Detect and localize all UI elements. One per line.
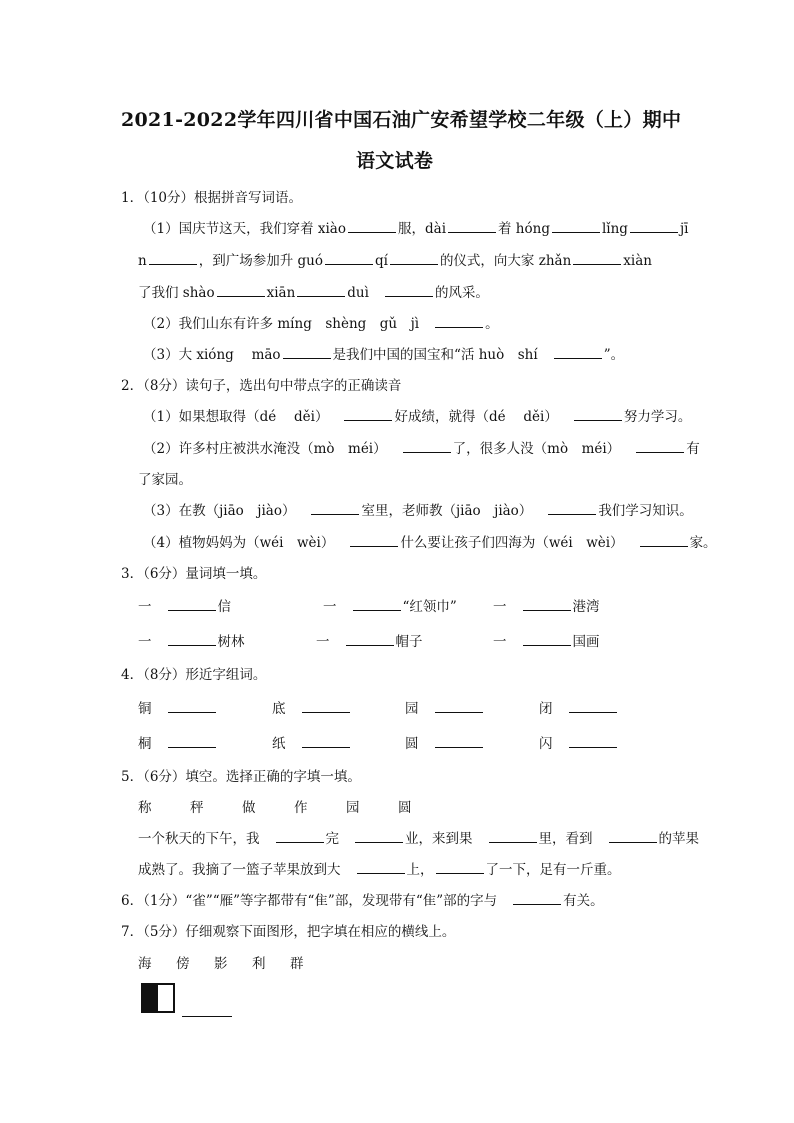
q1-text: 服，dài [398, 221, 447, 237]
q1-text: （1）国庆节这天，我们穿着 xiào [143, 221, 346, 237]
answer-blank[interactable] [573, 251, 621, 265]
q4-item: 圆 [405, 732, 485, 752]
answer-blank[interactable] [302, 699, 350, 713]
q4-item: 闭 [539, 697, 619, 717]
answer-blank[interactable] [436, 860, 484, 874]
answer-blank[interactable] [355, 829, 403, 843]
answer-blank[interactable] [348, 219, 396, 233]
q3-item: 一 树林 [138, 634, 245, 650]
answer-blank[interactable] [168, 632, 216, 646]
q1-line2 [138, 249, 652, 269]
page-title-line2: 语文试卷 [356, 150, 434, 172]
answer-blank[interactable] [554, 345, 602, 359]
answer-blank[interactable] [489, 829, 537, 843]
answer-blank[interactable] [350, 533, 398, 547]
q1-line1 [143, 217, 688, 237]
q4-item: 纸 [272, 732, 352, 752]
q1-text: 是我们中国的国宝和“活 huò shí [332, 347, 538, 363]
q1-text: xiān [266, 285, 296, 301]
answer-blank[interactable] [390, 251, 438, 265]
answer-blank[interactable] [182, 1003, 232, 1017]
q3-item: 一 “红领巾” [323, 599, 457, 615]
q4-item: 桐 [138, 732, 218, 752]
page-title: 2021-2022学年四川省中国石油广安希望学校二年级（上）期中 [121, 109, 682, 131]
q1-text: 的仪式，向大家 zhǎn [439, 253, 572, 269]
q1-text: duì [347, 285, 369, 301]
answer-blank[interactable] [569, 699, 617, 713]
answer-blank[interactable] [344, 407, 392, 421]
q2-text: （2）许多村庄被洪水淹没（mò méi） [143, 441, 387, 457]
answer-blank[interactable] [513, 891, 561, 905]
q7-char-options: 海 傍 影 利 群 [138, 956, 304, 972]
q3-item: 一 港湾 [493, 599, 600, 615]
answer-blank[interactable] [435, 314, 483, 328]
q2-text: 好成绩，就得（dé děi） [394, 409, 558, 425]
q2-text: 家。 [689, 535, 717, 551]
q3-item: 一 帽子 [316, 634, 423, 650]
answer-blank[interactable] [276, 829, 324, 843]
q1-text: lǐng [601, 221, 628, 237]
answer-blank[interactable] [168, 597, 216, 611]
q5-line-2: 成熟了。我摘了一篮子苹果放到大 上， 了一下，足有一斤重。 [138, 862, 621, 878]
answer-blank[interactable] [574, 407, 622, 421]
q2-text: 努力学习。 [623, 409, 692, 425]
q2-sentence-3 [143, 499, 693, 519]
answer-blank[interactable] [640, 533, 688, 547]
q1-text: （3）大 xióng māo [143, 347, 281, 363]
q2-text: 了，很多人没（mò méi） [452, 441, 621, 457]
q2-text: （4）植物妈妈为（wéi wèi） [143, 535, 335, 551]
q4-item: 底 [272, 697, 352, 717]
question-1-header: 1．（10分）根据拼音写词语。 [121, 190, 303, 206]
answer-blank[interactable] [448, 219, 496, 233]
q2-sentence-1 [143, 405, 691, 425]
q1-text: jī [679, 221, 689, 237]
answer-blank[interactable] [569, 734, 617, 748]
q1-text: 的风采。 [434, 285, 489, 301]
q1-text: 。 [485, 316, 499, 332]
answer-blank[interactable] [403, 439, 451, 453]
q1-text: ，到广场参加升 guó [198, 253, 323, 269]
q1-text: n [138, 253, 147, 269]
q1-text: qí [374, 253, 388, 269]
answer-blank[interactable] [609, 829, 657, 843]
q1-text: ”。 [603, 347, 625, 363]
q5-char-options: 称 秤 做 作 园 圆 [138, 800, 412, 816]
answer-blank[interactable] [548, 501, 596, 515]
q3-item: 一 国画 [493, 634, 600, 650]
answer-blank[interactable] [297, 283, 345, 297]
question-4-header: 4．（8分）形近字组词。 [121, 667, 267, 683]
q3-item: 一 信 [138, 599, 231, 615]
q4-item: 铜 [138, 697, 218, 717]
q2-text: 有 [686, 441, 700, 457]
q1-text: 着 hóng [498, 221, 550, 237]
answer-blank[interactable] [353, 597, 401, 611]
q4-item: 园 [405, 697, 485, 717]
answer-blank[interactable] [630, 219, 678, 233]
answer-blank[interactable] [283, 345, 331, 359]
answer-blank[interactable] [523, 632, 571, 646]
answer-blank[interactable] [435, 699, 483, 713]
question-5-header: 5．（6分）填空。选择正确的字填一填。 [121, 769, 361, 785]
q1-text: xiàn [623, 253, 652, 269]
q1-text: （2）我们山东有许多 míng shèng gǔ jì [143, 316, 420, 332]
answer-blank[interactable] [636, 439, 684, 453]
answer-blank[interactable] [346, 632, 394, 646]
question-6: 6．（1分）“雀”“雁”等字都带有“隹”部，发现带有“隹”部的字与 有关。 [121, 893, 604, 909]
q1-text: 了我们 shào [138, 285, 215, 301]
q2-text: 我们学习知识。 [598, 503, 693, 519]
q2-sentence-2-cont: 了家园。 [138, 472, 192, 488]
answer-blank[interactable] [435, 734, 483, 748]
question-3-header: 3．（6分）量词填一填。 [121, 566, 267, 582]
answer-blank[interactable] [217, 283, 265, 297]
question-2-header: 2．（8分）读句子，选出句中带点字的正确读音 [121, 378, 402, 394]
answer-blank[interactable] [302, 734, 350, 748]
q2-sentence-2 [143, 437, 700, 457]
q2-text: 室里，老师教（jiāo jiào） [361, 503, 533, 519]
q2-sentence-4 [143, 531, 717, 551]
answer-blank[interactable] [168, 699, 216, 713]
q7-answer-line[interactable] [180, 1003, 234, 1021]
q2-text: （1）如果想取得（dé děi） [143, 409, 329, 425]
q1-line3 [138, 281, 489, 301]
left-right-structure-icon [141, 983, 175, 1013]
q4-item: 闪 [539, 732, 619, 752]
answer-blank[interactable] [385, 283, 433, 297]
q5-line-1: 一个秋天的下午，我 完 业，来到果 里，看到 的苹果 [138, 831, 699, 847]
answer-blank[interactable] [523, 597, 571, 611]
question-7-header: 7．（5分）仔细观察下面图形，把字填在相应的横线上。 [121, 924, 456, 940]
answer-blank[interactable] [168, 734, 216, 748]
q2-text: （3）在教（jiāo jiào） [143, 503, 296, 519]
answer-blank[interactable] [325, 251, 373, 265]
answer-blank[interactable] [149, 251, 197, 265]
q2-text: 什么要让孩子们四海为（wéi wèi） [400, 535, 624, 551]
q1-item-2 [143, 312, 499, 332]
answer-blank[interactable] [357, 860, 405, 874]
answer-blank[interactable] [311, 501, 359, 515]
q1-item-3 [143, 343, 624, 363]
answer-blank[interactable] [552, 219, 600, 233]
